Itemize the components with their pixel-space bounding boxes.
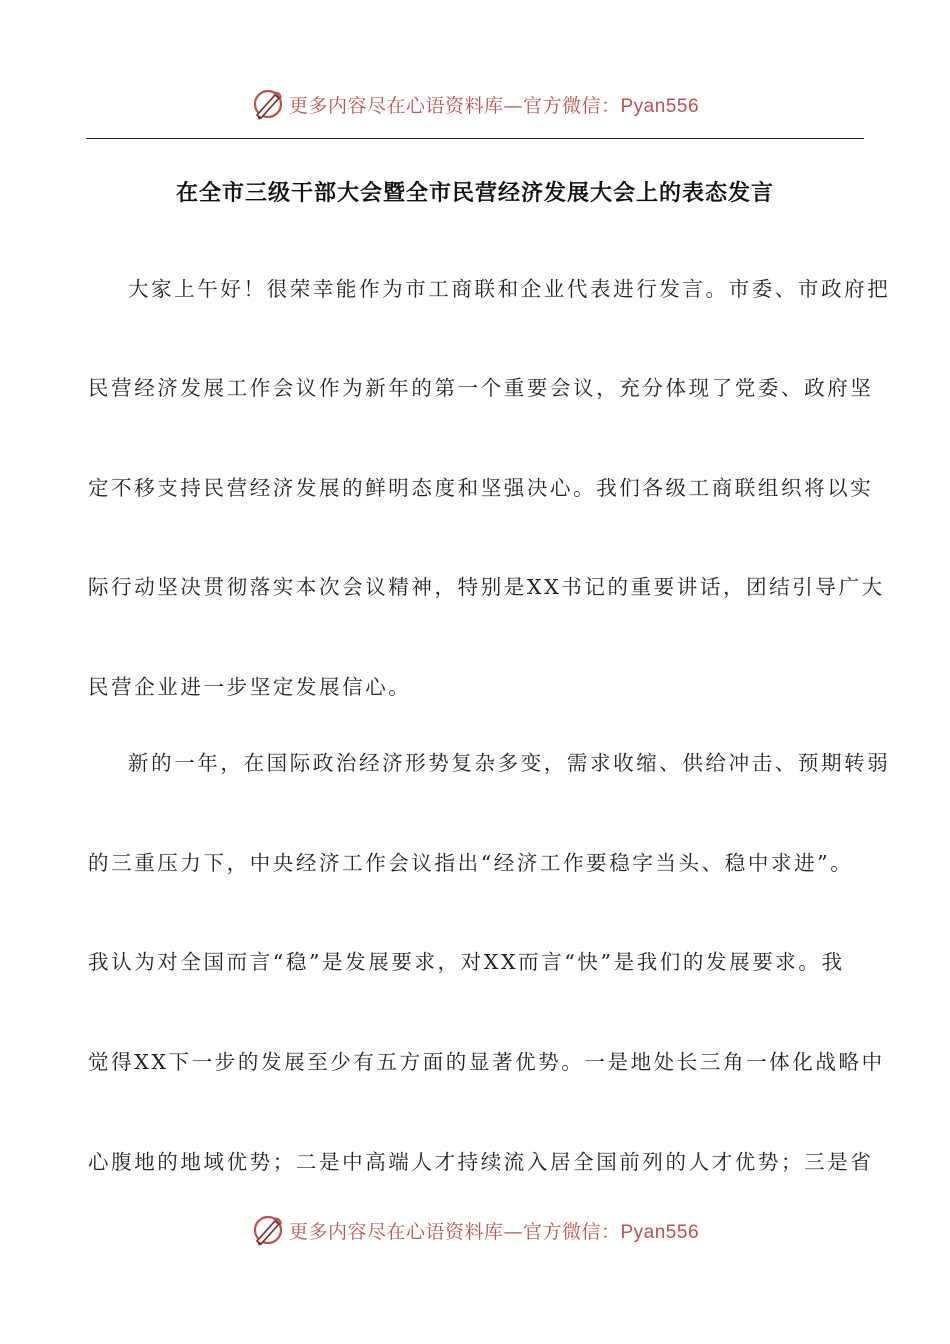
header-divider (86, 138, 864, 139)
footer-banner (0, 1208, 950, 1252)
banner-wechat-handle: Pyan556 (620, 95, 700, 117)
body-line: 定不移支持民营经济发展的鲜明态度和坚强决心。我们各级工商联组织将以实 (88, 476, 874, 500)
banner-wechat-handle: Pyan556 (620, 1221, 700, 1243)
header-banner (0, 82, 950, 126)
pen-circle-logo-icon (251, 87, 285, 121)
banner-prefix: 更多内容尽在心语资料库—官方微信： (288, 94, 621, 117)
body-line: 心腹地的地域优势；二是中高端人才持续流入居全国前列的人才优势；三是省 (88, 1150, 874, 1174)
body-line: 觉得XX下一步的发展至少有五方面的显著优势。一是地处长三角一体化战略中 (88, 1050, 885, 1074)
banner-prefix: 更多内容尽在心语资料库—官方微信： (288, 1220, 621, 1243)
body-line: 我认为对全国而言“稳”是发展要求，对XX而言“快”是我们的发展要求。我 (88, 950, 845, 974)
body-line: 新的一年，在国际政治经济形势复杂多变，需求收缩、供给冲击、预期转弱 (128, 751, 891, 775)
body-line: 的三重压力下，中央经济工作会议指出“经济工作要稳字当头、稳中求进”。 (88, 851, 854, 875)
banner-text (289, 91, 699, 118)
body-line: 民营企业进一步坚定发展信心。 (88, 675, 412, 699)
body-line: 际行动坚决贯彻落实本次会议精神，特别是XX书记的重要讲话，团结引导广大 (88, 575, 885, 599)
body-line: 大家上午好！很荣幸能作为市工商联和企业代表进行发言。市委、市政府把 (128, 277, 891, 301)
pen-circle-logo-icon (251, 1213, 285, 1247)
body-line: 民营经济发展工作会议作为新年的第一个重要会议，充分体现了党委、政府坚 (88, 376, 874, 400)
document-title: 在全市三级干部大会暨全市民营经济发展大会上的表态发言 (175, 181, 774, 206)
banner-text (289, 1217, 699, 1244)
